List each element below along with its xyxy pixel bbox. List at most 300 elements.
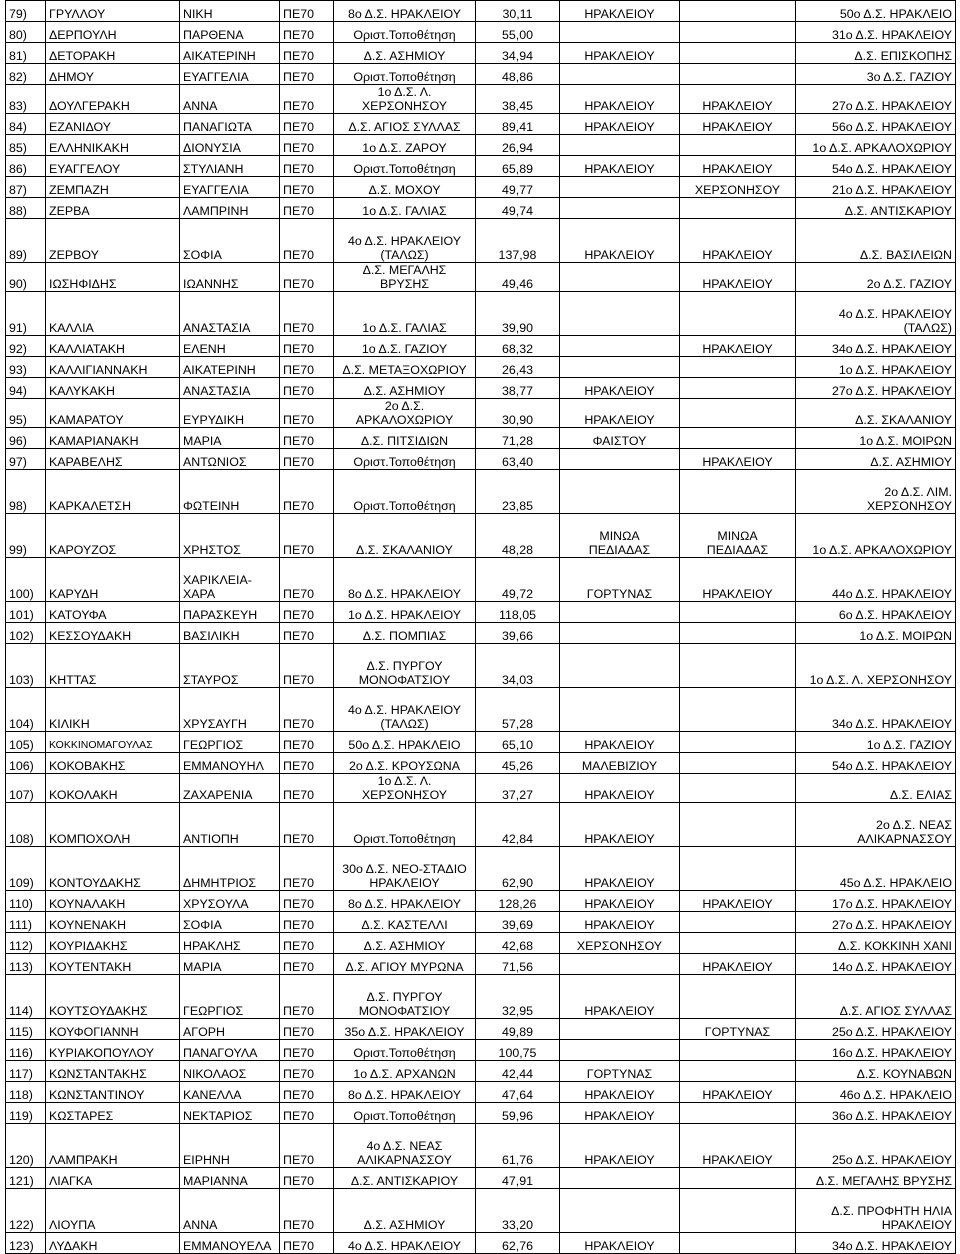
table-row [6, 64, 956, 85]
points-cell: 26,43 [476, 357, 560, 378]
placement-school-cell: 34ο Δ.Σ. ΗΡΑΚΛΕΙΟΥ [796, 1233, 956, 1254]
area-1-cell [560, 449, 680, 470]
placement-school-cell: 56ο Δ.Σ. ΗΡΑΚΛΕΙΟΥ [796, 114, 956, 135]
row-number-cell: 87) [6, 177, 46, 198]
surname-cell: ΛΑΜΠΡΑΚΗ [46, 1124, 180, 1168]
surname-cell: ΚΟΥΤΕΝΤΑΚΗ [46, 954, 180, 975]
table-row [6, 933, 956, 954]
surname-cell: ΚΟΥΦΟΓΙΑΝΝΗ [46, 1019, 180, 1040]
area-1-cell [560, 470, 680, 514]
first-name-cell: ΧΡΗΣΤΟΣ [180, 514, 280, 558]
current-school-cell: 4ο Δ.Σ. ΝΕΑΣ ΑΛΙΚΑΡΝΑΣΣΟΥ [334, 1124, 476, 1168]
points-cell: 30,90 [476, 399, 560, 428]
placement-school-cell: 36ο Δ.Σ. ΗΡΑΚΛΕΙΟΥ [796, 1103, 956, 1124]
current-school-cell: Οριστ.Τοποθέτηση [334, 449, 476, 470]
specialty-cell: ΠΕ70 [280, 263, 334, 292]
surname-cell: ΚΥΡΙΑΚΟΠΟΥΛΟΥ [46, 1040, 180, 1061]
table-row [6, 912, 956, 933]
specialty-cell: ΠΕ70 [280, 891, 334, 912]
specialty-cell: ΠΕ70 [280, 22, 334, 43]
points-cell: 30,11 [476, 1, 560, 22]
area-1-cell: ΗΡΑΚΛΕΙΟΥ [560, 1082, 680, 1103]
placement-school-cell: 27ο Δ.Σ. ΗΡΑΚΛΕΙΟΥ [796, 378, 956, 399]
surname-cell: ΚΟΚΚΙΝΟΜΑΓΟΥΛΑΣ [46, 732, 180, 753]
area-2-cell [680, 378, 796, 399]
surname-cell: ΚΑΤΟΥΦΑ [46, 602, 180, 623]
table-row [6, 219, 956, 263]
surname-cell: ΚΟΝΤΟΥΔΑΚΗΣ [46, 847, 180, 891]
placement-school-cell: 27ο Δ.Σ. ΗΡΑΚΛΕΙΟΥ [796, 85, 956, 114]
first-name-cell: ΑΙΚΑΤΕΡΙΝΗ [180, 357, 280, 378]
surname-cell: ΕΥΑΓΓΕΛΟΥ [46, 156, 180, 177]
surname-cell: ΚΑΛΛΙΓΙΑΝΝΑΚΗ [46, 357, 180, 378]
table-row [6, 399, 956, 428]
placement-school-cell: Δ.Σ. ΚΟΥΝΑΒΩΝ [796, 1061, 956, 1082]
row-number-cell: 97) [6, 449, 46, 470]
specialty-cell: ΠΕ70 [280, 732, 334, 753]
surname-cell: ΚΑΜΑΡΑΤΟΥ [46, 399, 180, 428]
specialty-cell: ΠΕ70 [280, 558, 334, 602]
first-name-cell: ΣΤΥΛΙΑΝΗ [180, 156, 280, 177]
area-2-cell: ΗΡΑΚΛΕΙΟΥ [680, 156, 796, 177]
placement-school-cell: 21ο Δ.Σ. ΗΡΑΚΛΕΙΟΥ [796, 177, 956, 198]
area-2-cell [680, 912, 796, 933]
points-cell: 100,75 [476, 1040, 560, 1061]
specialty-cell: ΠΕ70 [280, 135, 334, 156]
area-1-cell: ΗΡΑΚΛΕΙΟΥ [560, 803, 680, 847]
table-row [6, 428, 956, 449]
current-school-cell: Οριστ.Τοποθέτηση [334, 22, 476, 43]
points-cell: 55,00 [476, 22, 560, 43]
row-number-cell: 110) [6, 891, 46, 912]
specialty-cell: ΠΕ70 [280, 1019, 334, 1040]
area-1-cell [560, 263, 680, 292]
row-number-cell: 108) [6, 803, 46, 847]
table-row [6, 470, 956, 514]
current-school-cell: Δ.Σ. ΑΓΙΟΣ ΣΥΛΛΑΣ [334, 114, 476, 135]
placement-school-cell: 1ο Δ.Σ. ΜΟΙΡΩΝ [796, 428, 956, 449]
points-cell: 48,28 [476, 514, 560, 558]
surname-cell: ΚΕΣΣΟΥΔΑΚΗ [46, 623, 180, 644]
first-name-cell: ΚΑΝΕΛΛΑ [180, 1082, 280, 1103]
table-row [6, 22, 956, 43]
table-row [6, 1233, 956, 1254]
row-number-cell: 86) [6, 156, 46, 177]
area-2-cell [680, 292, 796, 336]
points-cell: 65,89 [476, 156, 560, 177]
area-2-cell [680, 135, 796, 156]
current-school-cell: Δ.Σ. ΜΟΧΟΥ [334, 177, 476, 198]
table-row [6, 1168, 956, 1189]
area-2-cell: ΗΡΑΚΛΕΙΟΥ [680, 85, 796, 114]
area-1-cell: ΗΡΑΚΛΕΙΟΥ [560, 219, 680, 263]
placement-school-cell: 1ο Δ.Σ. ΑΡΚΑΛΟΧΩΡΙΟΥ [796, 514, 956, 558]
specialty-cell: ΠΕ70 [280, 156, 334, 177]
specialty-cell: ΠΕ70 [280, 1103, 334, 1124]
placement-school-cell: 1ο Δ.Σ. ΑΡΚΑΛΟΧΩΡΙΟΥ [796, 135, 956, 156]
points-cell: 65,10 [476, 732, 560, 753]
first-name-cell: ΕΙΡΗΝΗ [180, 1124, 280, 1168]
table-row [6, 602, 956, 623]
area-2-cell [680, 64, 796, 85]
first-name-cell: ΣΟΦΙΑ [180, 219, 280, 263]
current-school-cell: Οριστ.Τοποθέτηση [334, 1040, 476, 1061]
row-number-cell: 93) [6, 357, 46, 378]
area-2-cell: ΜΙΝΩΑ ΠΕΔΙΑΔΑΣ [680, 514, 796, 558]
surname-cell: ΚΑΛΛΙΑ [46, 292, 180, 336]
area-1-cell: ΗΡΑΚΛΕΙΟΥ [560, 114, 680, 135]
surname-cell: ΖΕΡΒΟΥ [46, 219, 180, 263]
table-row [6, 774, 956, 803]
current-school-cell: Οριστ.Τοποθέτηση [334, 64, 476, 85]
area-1-cell: ΦΑΙΣΤΟΥ [560, 428, 680, 449]
specialty-cell: ΠΕ70 [280, 336, 334, 357]
placement-school-cell: Δ.Σ. ΑΓΙΟΣ ΣΥΛΛΑΣ [796, 975, 956, 1019]
row-number-cell: 92) [6, 336, 46, 357]
points-cell: 47,64 [476, 1082, 560, 1103]
points-cell: 62,76 [476, 1233, 560, 1254]
area-1-cell [560, 644, 680, 688]
area-2-cell [680, 357, 796, 378]
current-school-cell: Δ.Σ. ΠΙΤΣΙΔΙΩΝ [334, 428, 476, 449]
area-2-cell [680, 428, 796, 449]
row-number-cell: 103) [6, 644, 46, 688]
area-2-cell [680, 975, 796, 1019]
area-2-cell [680, 43, 796, 64]
specialty-cell: ΠΕ70 [280, 623, 334, 644]
placement-school-cell: 1ο Δ.Σ. ΗΡΑΚΛΕΙΟΥ [796, 357, 956, 378]
specialty-cell: ΠΕ70 [280, 378, 334, 399]
first-name-cell: ΠΑΝΑΓΟΥΛΑ [180, 1040, 280, 1061]
area-2-cell [680, 688, 796, 732]
first-name-cell: ΔΙΟΝΥΣΙΑ [180, 135, 280, 156]
surname-cell: ΚΟΜΠΟΧΟΛΗ [46, 803, 180, 847]
placement-school-cell: 6ο Δ.Σ. ΗΡΑΚΛΕΙΟΥ [796, 602, 956, 623]
table-row [6, 1040, 956, 1061]
specialty-cell: ΠΕ70 [280, 357, 334, 378]
points-cell: 26,94 [476, 135, 560, 156]
first-name-cell: ΝΕΚΤΑΡΙΟΣ [180, 1103, 280, 1124]
points-cell: 61,76 [476, 1124, 560, 1168]
area-2-cell [680, 1233, 796, 1254]
surname-cell: ΔΟΥΛΓΕΡΑΚΗ [46, 85, 180, 114]
first-name-cell: ΛΑΜΠΡΙΝΗ [180, 198, 280, 219]
area-2-cell [680, 644, 796, 688]
area-1-cell [560, 1189, 680, 1233]
first-name-cell: ΜΑΡΙΑ [180, 954, 280, 975]
row-number-cell: 105) [6, 732, 46, 753]
row-number-cell: 106) [6, 753, 46, 774]
surname-cell: ΚΑΛΛΙΑΤΑΚΗ [46, 336, 180, 357]
points-cell: 49,72 [476, 558, 560, 602]
specialty-cell: ΠΕ70 [280, 912, 334, 933]
current-school-cell: 2ο Δ.Σ. ΑΡΚΑΛΟΧΩΡΙΟΥ [334, 399, 476, 428]
table-row [6, 156, 956, 177]
placement-school-cell: 54ο Δ.Σ. ΗΡΑΚΛΕΙΟΥ [796, 156, 956, 177]
area-2-cell [680, 933, 796, 954]
area-1-cell: ΗΡΑΚΛΕΙΟΥ [560, 378, 680, 399]
first-name-cell: ΖΑΧΑΡΕΝΙΑ [180, 774, 280, 803]
current-school-cell: Δ.Σ. ΜΕΤΑΞΟΧΩΡΙΟΥ [334, 357, 476, 378]
area-1-cell: ΗΡΑΚΛΕΙΟΥ [560, 975, 680, 1019]
current-school-cell: Δ.Σ. ΑΣΗΜΙΟΥ [334, 933, 476, 954]
placement-school-cell: 54ο Δ.Σ. ΗΡΑΚΛΕΙΟΥ [796, 753, 956, 774]
first-name-cell: ΕΜΜΑΝΟΥΗΛ [180, 753, 280, 774]
first-name-cell: ΣΤΑΥΡΟΣ [180, 644, 280, 688]
current-school-cell: 1ο Δ.Σ. ΑΡΧΑΝΩΝ [334, 1061, 476, 1082]
surname-cell: ΕΛΛΗΝΙΚΑΚΗ [46, 135, 180, 156]
row-number-cell: 85) [6, 135, 46, 156]
row-number-cell: 116) [6, 1040, 46, 1061]
surname-cell: ΚΟΥΡΙΔΑΚΗΣ [46, 933, 180, 954]
row-number-cell: 88) [6, 198, 46, 219]
placement-school-cell: Δ.Σ. ΑΣΗΜΙΟΥ [796, 449, 956, 470]
area-2-cell [680, 198, 796, 219]
row-number-cell: 95) [6, 399, 46, 428]
current-school-cell: 8ο Δ.Σ. ΗΡΑΚΛΕΙΟΥ [334, 1, 476, 22]
specialty-cell: ΠΕ70 [280, 64, 334, 85]
table-row [6, 177, 956, 198]
points-cell: 49,77 [476, 177, 560, 198]
first-name-cell: ΠΑΝΑΓΙΩΤΑ [180, 114, 280, 135]
table-row [6, 688, 956, 732]
row-number-cell: 123) [6, 1233, 46, 1254]
first-name-cell: ΣΟΦΙΑ [180, 912, 280, 933]
area-1-cell: ΗΡΑΚΛΕΙΟΥ [560, 774, 680, 803]
surname-cell: ΚΑΡΟΥΖΟΣ [46, 514, 180, 558]
placement-school-cell: 25ο Δ.Σ. ΗΡΑΚΛΕΙΟΥ [796, 1124, 956, 1168]
current-school-cell: 1ο Δ.Σ. ΓΑΛΙΑΣ [334, 292, 476, 336]
surname-cell: ΚΩΝΣΤΑΝΤΙΝΟΥ [46, 1082, 180, 1103]
table-row [6, 1, 956, 22]
area-2-cell [680, 1061, 796, 1082]
area-2-cell [680, 623, 796, 644]
points-cell: 62,90 [476, 847, 560, 891]
points-cell: 59,96 [476, 1103, 560, 1124]
first-name-cell: ΔΗΜΗΤΡΙΟΣ [180, 847, 280, 891]
current-school-cell: 1ο Δ.Σ. ΓΑΛΙΑΣ [334, 198, 476, 219]
points-cell: 128,26 [476, 891, 560, 912]
row-number-cell: 84) [6, 114, 46, 135]
current-school-cell: 8ο Δ.Σ. ΗΡΑΚΛΕΙΟΥ [334, 1082, 476, 1103]
table-row [6, 378, 956, 399]
points-cell: 39,66 [476, 623, 560, 644]
first-name-cell: ΓΕΩΡΓΙΟΣ [180, 732, 280, 753]
area-1-cell: ΗΡΑΚΛΕΙΟΥ [560, 1103, 680, 1124]
current-school-cell: 50ο Δ.Σ. ΗΡΑΚΛΕΙΟ [334, 732, 476, 753]
area-1-cell: ΗΡΑΚΛΕΙΟΥ [560, 1, 680, 22]
current-school-cell: 35ο Δ.Σ. ΗΡΑΚΛΕΙΟΥ [334, 1019, 476, 1040]
surname-cell: ΚΟΚΟΒΑΚΗΣ [46, 753, 180, 774]
placement-school-cell: 1ο Δ.Σ. Λ. ΧΕΡΣΟΝΗΣΟΥ [796, 644, 956, 688]
placement-school-cell: 46ο Δ.Σ. ΗΡΑΚΛΕΙΟ [796, 1082, 956, 1103]
table-row [6, 357, 956, 378]
table-row [6, 43, 956, 64]
row-number-cell: 96) [6, 428, 46, 449]
specialty-cell: ΠΕ70 [280, 688, 334, 732]
current-school-cell: Δ.Σ. ΑΣΗΜΙΟΥ [334, 378, 476, 399]
specialty-cell: ΠΕ70 [280, 803, 334, 847]
first-name-cell: ΗΡΑΚΛΗΣ [180, 933, 280, 954]
specialty-cell: ΠΕ70 [280, 1168, 334, 1189]
area-1-cell: ΗΡΑΚΛΕΙΟΥ [560, 1233, 680, 1254]
area-2-cell: ΗΡΑΚΛΕΙΟΥ [680, 1124, 796, 1168]
surname-cell: ΓΡΥΛΛΟΥ [46, 1, 180, 22]
area-1-cell [560, 336, 680, 357]
first-name-cell: ΑΝΤΩΝΙΟΣ [180, 449, 280, 470]
surname-cell: ΚΟΥΤΣΟΥΔΑΚΗΣ [46, 975, 180, 1019]
row-number-cell: 118) [6, 1082, 46, 1103]
area-1-cell [560, 602, 680, 623]
surname-cell: ΚΟΥΝΕΝΑΚΗ [46, 912, 180, 933]
points-cell: 47,91 [476, 1168, 560, 1189]
first-name-cell: ΧΑΡΙΚΛΕΙΑ- ΧΑΡΑ [180, 558, 280, 602]
first-name-cell: ΠΑΡΘΕΝΑ [180, 22, 280, 43]
row-number-cell: 113) [6, 954, 46, 975]
row-number-cell: 102) [6, 623, 46, 644]
points-cell: 49,89 [476, 1019, 560, 1040]
area-2-cell: ΗΡΑΚΛΕΙΟΥ [680, 449, 796, 470]
specialty-cell: ΠΕ70 [280, 602, 334, 623]
surname-cell: ΚΙΛΙΚΗ [46, 688, 180, 732]
area-1-cell: ΓΟΡΤΥΝΑΣ [560, 558, 680, 602]
area-2-cell [680, 732, 796, 753]
table-row [6, 954, 956, 975]
points-cell: 32,95 [476, 975, 560, 1019]
points-cell: 63,40 [476, 449, 560, 470]
area-2-cell: ΗΡΑΚΛΕΙΟΥ [680, 336, 796, 357]
area-1-cell: ΧΕΡΣΟΝΗΣΟΥ [560, 933, 680, 954]
surname-cell: ΔΕΡΠΟΥΛΗ [46, 22, 180, 43]
specialty-cell: ΠΕ70 [280, 428, 334, 449]
area-1-cell [560, 64, 680, 85]
current-school-cell: Δ.Σ. ΣΚΑΛΑΝΙΟΥ [334, 514, 476, 558]
area-2-cell [680, 1, 796, 22]
surname-cell: ΚΑΡΥΔΗ [46, 558, 180, 602]
points-cell: 49,46 [476, 263, 560, 292]
area-2-cell: ΗΡΑΚΛΕΙΟΥ [680, 954, 796, 975]
first-name-cell: ΧΡΥΣΟΥΛΑ [180, 891, 280, 912]
area-1-cell [560, 22, 680, 43]
row-number-cell: 117) [6, 1061, 46, 1082]
surname-cell: ΖΕΡΒΑ [46, 198, 180, 219]
placement-school-cell: 3ο Δ.Σ. ΓΑΖΙΟΥ [796, 64, 956, 85]
points-cell: 33,20 [476, 1189, 560, 1233]
specialty-cell: ΠΕ70 [280, 975, 334, 1019]
placement-school-cell: 4ο Δ.Σ. ΗΡΑΚΛΕΙΟΥ (ΤΑΛΩΣ) [796, 292, 956, 336]
first-name-cell: ΑΝΑΣΤΑΣΙΑ [180, 378, 280, 399]
current-school-cell: Δ.Σ. ΑΓΙΟΥ ΜΥΡΩΝΑ [334, 954, 476, 975]
first-name-cell: ΕΥΑΓΓΕΛΙΑ [180, 177, 280, 198]
placement-school-cell: 16ο Δ.Σ. ΗΡΑΚΛΕΙΟΥ [796, 1040, 956, 1061]
surname-cell: ΕΖΑΝΙΔΟΥ [46, 114, 180, 135]
first-name-cell: ΑΝΝΑ [180, 85, 280, 114]
surname-cell: ΔΗΜΟΥ [46, 64, 180, 85]
points-cell: 48,86 [476, 64, 560, 85]
first-name-cell: ΧΡΥΣΑΥΓΗ [180, 688, 280, 732]
area-1-cell [560, 1019, 680, 1040]
surname-cell: ΚΟΚΟΛΑΚΗ [46, 774, 180, 803]
placement-school-cell: 14ο Δ.Σ. ΗΡΑΚΛΕΙΟΥ [796, 954, 956, 975]
area-1-cell [560, 623, 680, 644]
row-number-cell: 104) [6, 688, 46, 732]
table-row [6, 753, 956, 774]
current-school-cell: Οριστ.Τοποθέτηση [334, 156, 476, 177]
table-row [6, 263, 956, 292]
row-number-cell: 99) [6, 514, 46, 558]
row-number-cell: 80) [6, 22, 46, 43]
table-row [6, 558, 956, 602]
surname-cell: ΚΟΥΝΑΛΑΚΗ [46, 891, 180, 912]
first-name-cell: ΓΕΩΡΓΙΟΣ [180, 975, 280, 1019]
specialty-cell: ΠΕ70 [280, 470, 334, 514]
surname-cell: ΖΕΜΠΑΖΗ [46, 177, 180, 198]
specialty-cell: ΠΕ70 [280, 85, 334, 114]
row-number-cell: 100) [6, 558, 46, 602]
placement-school-cell: 25ο Δ.Σ. ΗΡΑΚΛΕΙΟΥ [796, 1019, 956, 1040]
specialty-cell: ΠΕ70 [280, 1061, 334, 1082]
area-1-cell: ΜΙΝΩΑ ΠΕΔΙΑΔΑΣ [560, 514, 680, 558]
current-school-cell: Οριστ.Τοποθέτηση [334, 470, 476, 514]
points-cell: 38,77 [476, 378, 560, 399]
first-name-cell: ΜΑΡΙΑ [180, 428, 280, 449]
placement-school-cell: 1ο Δ.Σ. ΜΟΙΡΩΝ [796, 623, 956, 644]
specialty-cell: ΠΕ70 [280, 399, 334, 428]
area-2-cell: ΗΡΑΚΛΕΙΟΥ [680, 114, 796, 135]
current-school-cell: Δ.Σ. ΠΟΜΠΙΑΣ [334, 623, 476, 644]
row-number-cell: 91) [6, 292, 46, 336]
placement-school-cell: Δ.Σ. ΕΛΙΑΣ [796, 774, 956, 803]
current-school-cell: 1ο Δ.Σ. Λ. ΧΕΡΣΟΝΗΣΟΥ [334, 85, 476, 114]
area-2-cell [680, 470, 796, 514]
placement-school-cell: 17ο Δ.Σ. ΗΡΑΚΛΕΙΟΥ [796, 891, 956, 912]
row-number-cell: 114) [6, 975, 46, 1019]
area-2-cell [680, 753, 796, 774]
placement-school-cell: Δ.Σ. ΜΕΓΑΛΗΣ ΒΡΥΣΗΣ [796, 1168, 956, 1189]
specialty-cell: ΠΕ70 [280, 177, 334, 198]
placement-school-cell: 2ο Δ.Σ. ΝΕΑΣ ΑΛΙΚΑΡΝΑΣΣΟΥ [796, 803, 956, 847]
surname-cell: ΛΙΑΓΚΑ [46, 1168, 180, 1189]
current-school-cell: 4ο Δ.Σ. ΗΡΑΚΛΕΙΟΥ (ΤΑΛΩΣ) [334, 219, 476, 263]
area-1-cell [560, 135, 680, 156]
row-number-cell: 83) [6, 85, 46, 114]
table-row [6, 623, 956, 644]
points-cell: 34,94 [476, 43, 560, 64]
area-2-cell: ΗΡΑΚΛΕΙΟΥ [680, 1082, 796, 1103]
first-name-cell: ΦΩΤΕΙΝΗ [180, 470, 280, 514]
table-row [6, 1103, 956, 1124]
placement-school-cell: Δ.Σ. ΚΟΚΚΙΝΗ ΧΑΝΙ [796, 933, 956, 954]
row-number-cell: 119) [6, 1103, 46, 1124]
current-school-cell: Δ.Σ. ΠΥΡΓΟΥ ΜΟΝΟΦΑΤΣΙΟΥ [334, 975, 476, 1019]
current-school-cell: 4ο Δ.Σ. ΗΡΑΚΛΕΙΟΥ (ΤΑΛΩΣ) [334, 688, 476, 732]
area-2-cell: ΧΕΡΣΟΝΗΣΟΥ [680, 177, 796, 198]
placement-school-cell: Δ.Σ. ΑΝΤΙΣΚΑΡΙΟΥ [796, 198, 956, 219]
area-1-cell: ΗΡΑΚΛΕΙΟΥ [560, 847, 680, 891]
area-1-cell: ΗΡΑΚΛΕΙΟΥ [560, 43, 680, 64]
area-2-cell [680, 399, 796, 428]
table-row [6, 449, 956, 470]
first-name-cell: ΒΑΣΙΛΙΚΗ [180, 623, 280, 644]
area-1-cell [560, 198, 680, 219]
surname-cell: ΚΑΡΑΒΕΛΗΣ [46, 449, 180, 470]
specialty-cell: ΠΕ70 [280, 933, 334, 954]
row-number-cell: 90) [6, 263, 46, 292]
area-2-cell: ΓΟΡΤΥΝΑΣ [680, 1019, 796, 1040]
row-number-cell: 120) [6, 1124, 46, 1168]
row-number-cell: 112) [6, 933, 46, 954]
current-school-cell: 1ο Δ.Σ. ΓΑΖΙΟΥ [334, 336, 476, 357]
